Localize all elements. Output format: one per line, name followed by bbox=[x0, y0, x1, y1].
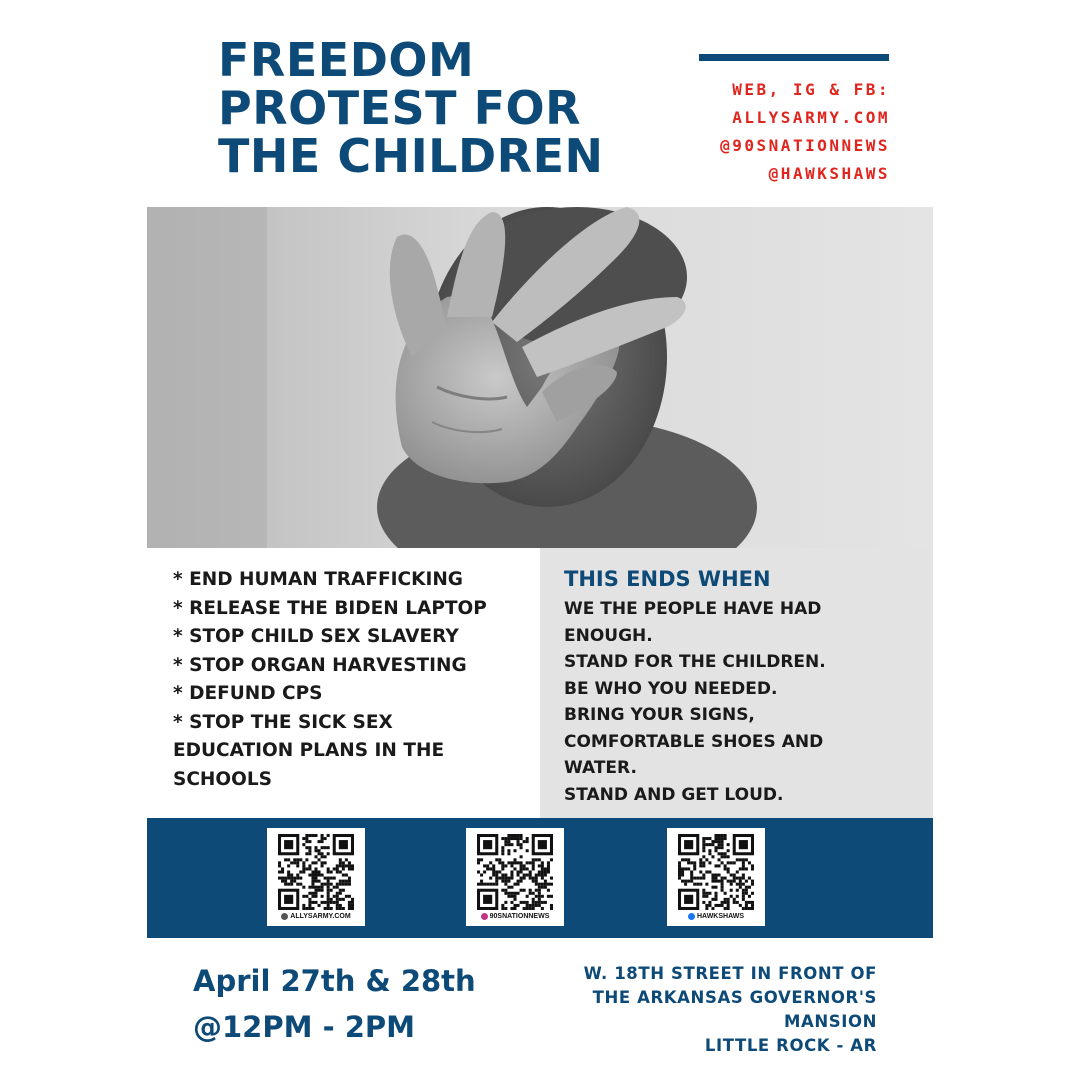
title-line: THE CHILDREN bbox=[218, 129, 604, 183]
top-divider bbox=[699, 54, 889, 61]
title-line: FREEDOM bbox=[218, 33, 475, 87]
demand-item: * STOP CHILD SEX SLAVERY bbox=[173, 626, 459, 647]
event-datetime bbox=[193, 958, 476, 1050]
demand-item: * RELEASE THE BIDEN LAPTOP bbox=[173, 597, 487, 619]
ends-line: STAND AND GET LOUD. bbox=[564, 784, 784, 805]
demand-item: SCHOOLS bbox=[173, 768, 272, 790]
ends-line: BRING YOUR SIGNS, bbox=[564, 705, 755, 725]
ends-text bbox=[564, 596, 864, 808]
social-links bbox=[720, 76, 890, 188]
website-link[interactable]: ALLYSARMY.COM bbox=[732, 108, 890, 127]
facebook-handle[interactable]: @HAWKSHAWS bbox=[768, 164, 890, 183]
qr-card-website[interactable] bbox=[267, 828, 365, 926]
location-line: W. 18TH STREET IN FRONT OF bbox=[583, 964, 877, 983]
qr-label-instagram: 90SNATIONNEWS bbox=[489, 913, 550, 920]
demand-item: * STOP ORGAN HARVESTING bbox=[173, 654, 467, 676]
event-location bbox=[584, 962, 877, 1058]
this-ends-when-panel bbox=[540, 548, 933, 818]
qr-card-facebook[interactable] bbox=[667, 828, 765, 926]
demands-list bbox=[147, 548, 540, 794]
facebook-icon bbox=[688, 913, 695, 920]
ends-line: WE THE PEOPLE HAVE HAD bbox=[564, 599, 822, 619]
qr-label-website: ALLYSARMY.COM bbox=[290, 913, 351, 920]
ends-line: WATER. bbox=[564, 758, 637, 778]
poster-title bbox=[218, 33, 638, 183]
qr-code-icon[interactable] bbox=[678, 834, 754, 910]
instagram-icon bbox=[481, 913, 488, 920]
demands-panel bbox=[147, 548, 540, 818]
raised-hand-photo bbox=[147, 207, 933, 548]
ends-line: ENOUGH. bbox=[564, 625, 653, 646]
location-line: LITTLE ROCK - AR bbox=[704, 1036, 877, 1055]
qr-label-facebook: HAWKSHAWS bbox=[696, 913, 745, 920]
demand-item: * DEFUND CPS bbox=[173, 683, 323, 704]
hero-photo bbox=[147, 207, 933, 548]
title-line: PROTEST FOR bbox=[218, 81, 582, 135]
ends-line: STAND FOR THE CHILDREN. bbox=[564, 652, 826, 672]
ends-title: THIS ENDS WHEN bbox=[564, 567, 771, 591]
qr-card-instagram[interactable] bbox=[466, 828, 564, 926]
qr-code-icon[interactable] bbox=[278, 834, 354, 910]
location-line: MANSION bbox=[783, 1012, 877, 1031]
demand-item: EDUCATION PLANS IN THE bbox=[173, 740, 445, 761]
qr-code-icon[interactable] bbox=[477, 834, 553, 910]
qr-code-band bbox=[147, 818, 933, 938]
demand-item: * END HUMAN TRAFFICKING bbox=[173, 569, 463, 590]
event-time: @12PM - 2PM bbox=[193, 1010, 415, 1044]
ends-line: BE WHO YOU NEEDED. bbox=[564, 678, 778, 699]
demand-item: * STOP THE SICK SEX bbox=[173, 711, 393, 733]
ends-line: COMFORTABLE SHOES AND bbox=[564, 731, 824, 752]
social-label: WEB, IG & FB: bbox=[732, 80, 890, 99]
globe-icon bbox=[281, 913, 288, 920]
event-date: April 27th & 28th bbox=[193, 964, 476, 998]
location-line: THE ARKANSAS GOVERNOR'S bbox=[592, 988, 877, 1007]
instagram-handle[interactable]: @90SNATIONNEWS bbox=[720, 136, 890, 155]
